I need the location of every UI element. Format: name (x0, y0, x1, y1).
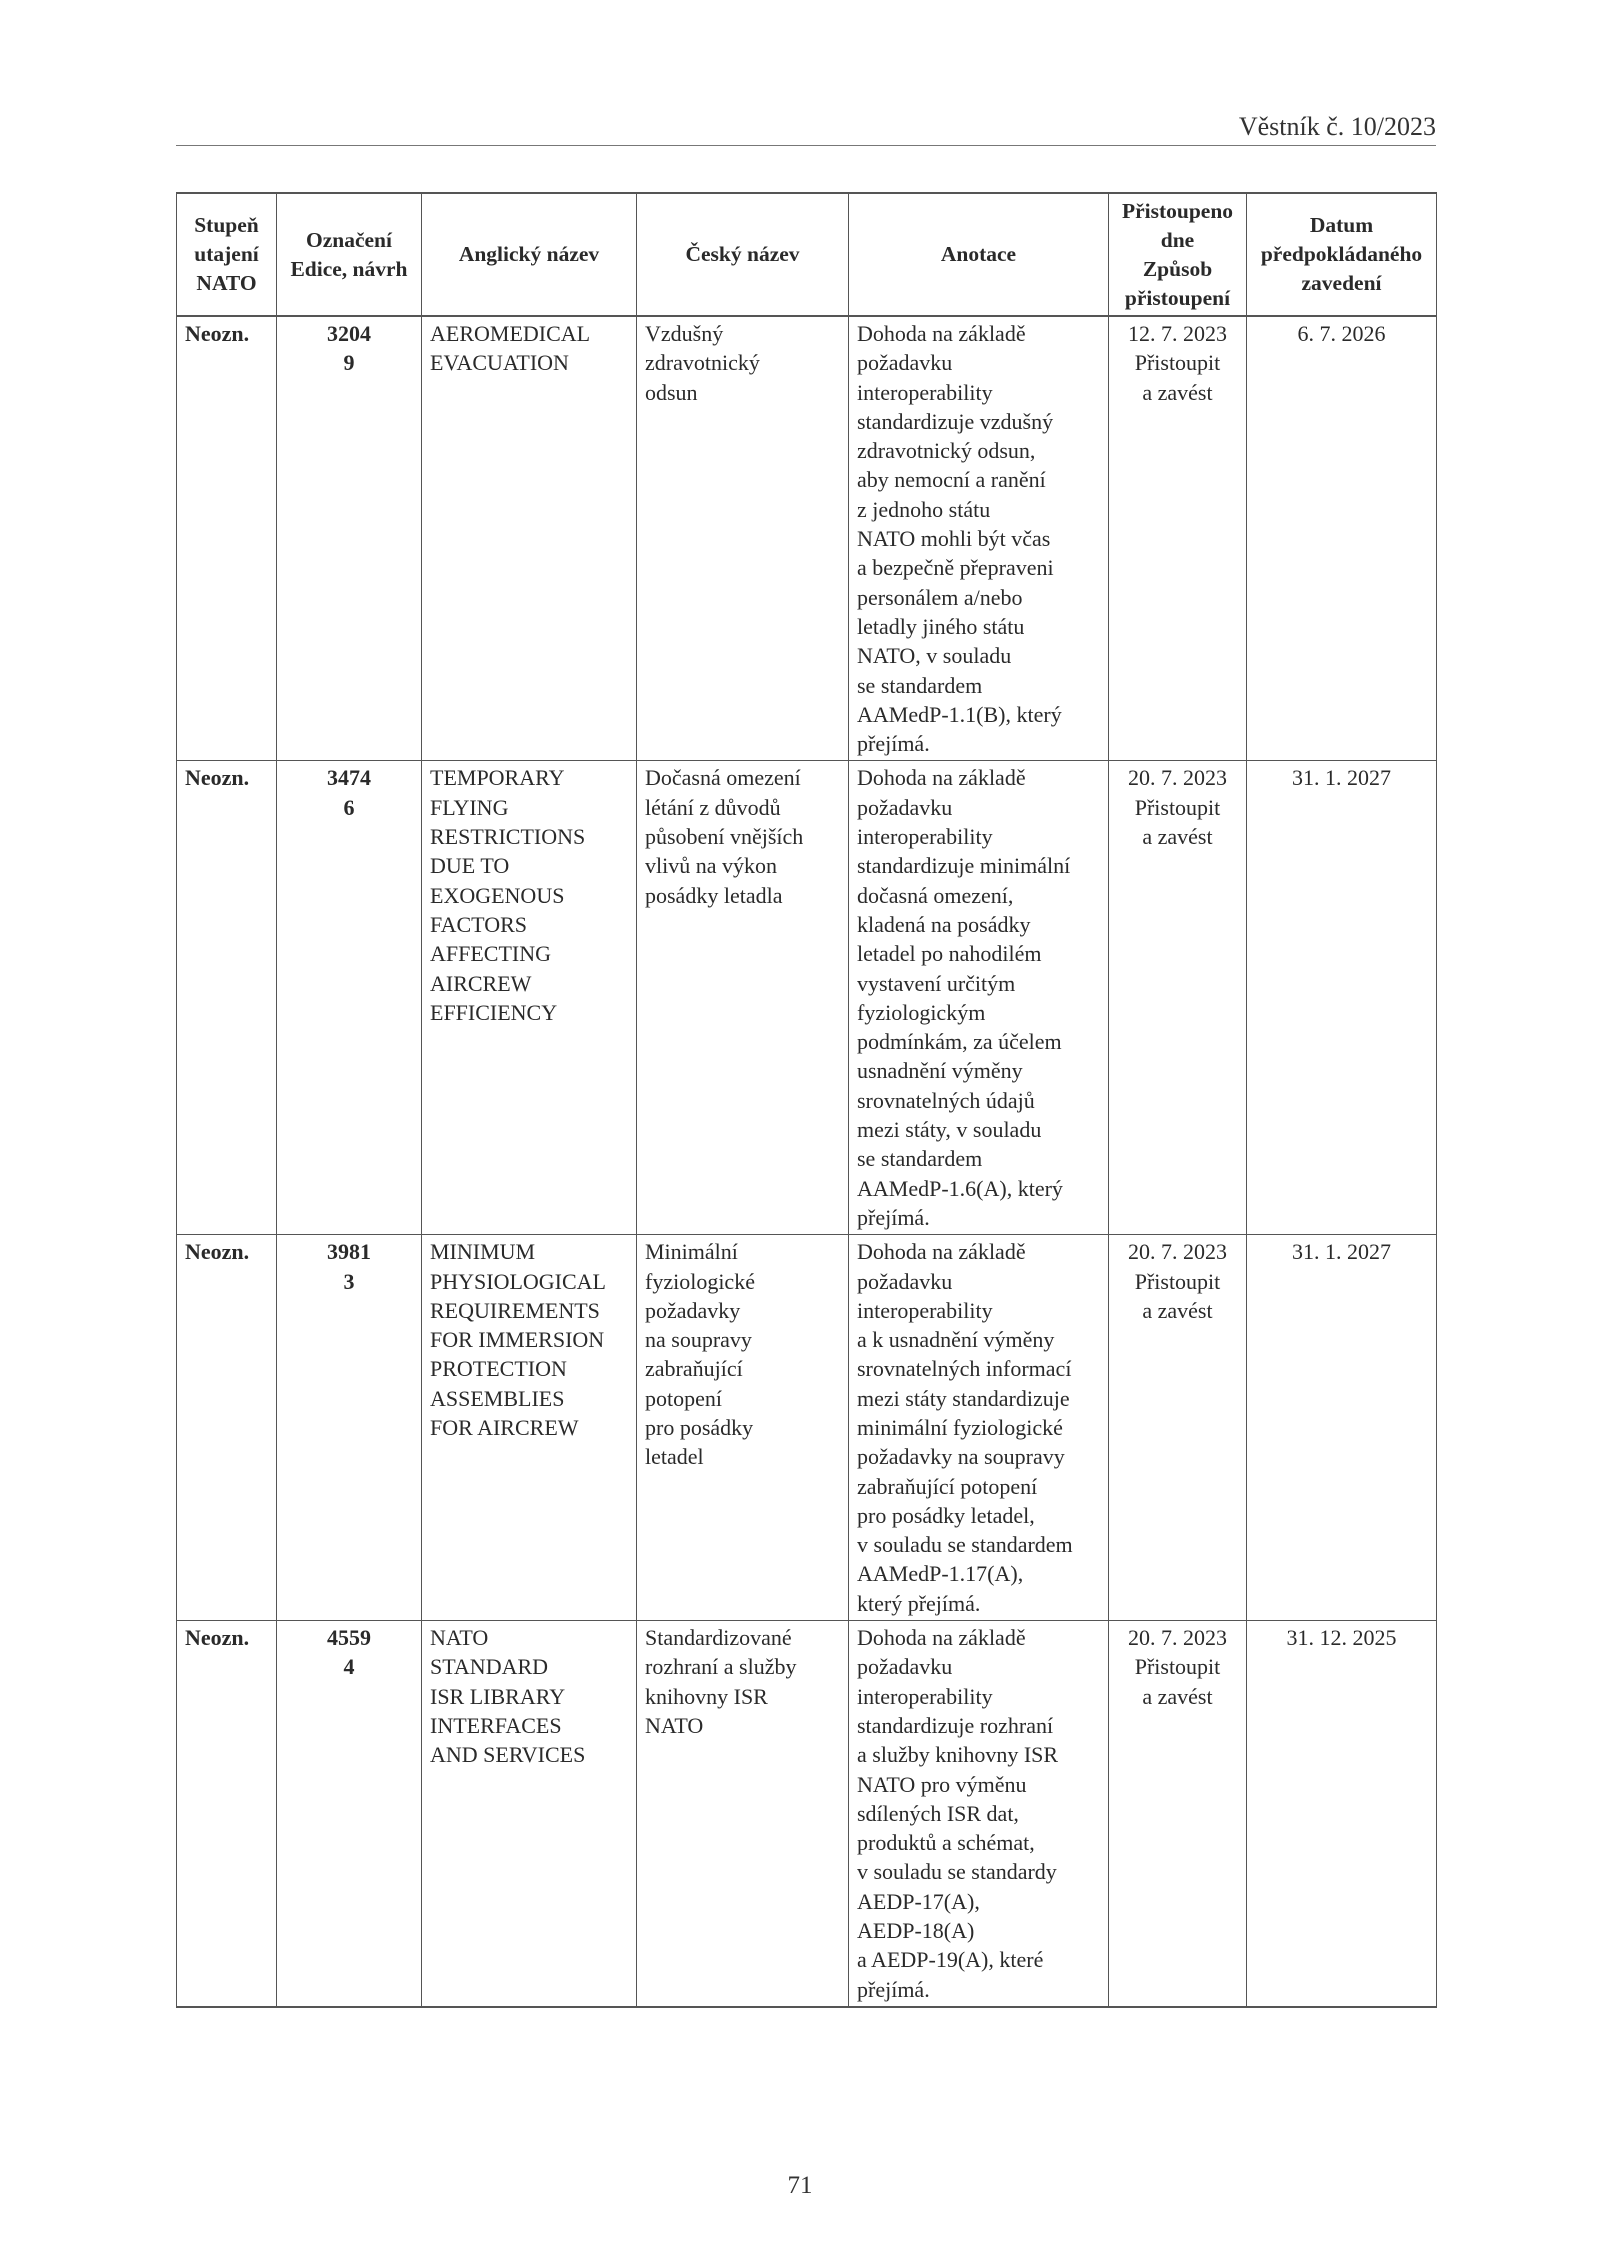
english-name-line: NATO (430, 1625, 489, 1651)
annotation-line: z jednoho státu (857, 496, 991, 522)
annotation-line: aby nemocní a ranění (857, 467, 1046, 493)
czech-name-line: letadel (645, 1444, 704, 1470)
annotation-line: letadel po nahodilém (857, 941, 1042, 967)
english-name-line: RESTRICTIONS (430, 824, 586, 850)
accession-date: 12. 7. 2023 (1128, 321, 1227, 346)
accession-method-line: a zavést (1142, 1683, 1213, 1709)
czech-name-line: požadavky (645, 1297, 741, 1323)
accession-date: 20. 7. 2023 (1128, 1625, 1227, 1651)
czech-name-line: létání z důvodů (645, 794, 781, 820)
annotation-line: požadavku (857, 794, 953, 820)
english-name-line: AFFECTING (430, 941, 552, 967)
page-header-title: Věstník č. 10/2023 (1238, 112, 1436, 141)
czech-name-line: Dočasná omezení (645, 765, 801, 791)
annotation-line: v souladu se standardy (857, 1859, 1057, 1885)
annotation-line: vystavení určitým (857, 970, 1016, 996)
annotation-line: požadavku (857, 1268, 953, 1294)
annotation-line: a AEDP-19(A), které (857, 1947, 1044, 1973)
accession-method-line: Přistoupit (1134, 1654, 1221, 1680)
annotation-line: personálem a/nebo (857, 584, 1023, 610)
table-row (177, 761, 1437, 1235)
implementation-date-cell: 6. 7. 2026 (1247, 316, 1437, 761)
edition-cell (277, 1235, 422, 1621)
english-name-cell (422, 1621, 637, 2007)
annotation-line: NATO mohli být včas (857, 526, 1051, 552)
czech-name-cell (637, 1621, 849, 2007)
annotation-line: se standardem (857, 1146, 983, 1172)
table-header-row (177, 193, 1437, 316)
czech-name-line: rozhraní a služby (645, 1654, 797, 1680)
english-name-line: EFFICIENCY (430, 999, 558, 1025)
czech-name-line: zabraňující (645, 1356, 743, 1382)
annotation-line: Dohoda na základě (857, 765, 1026, 791)
english-name-line: DUE TO (430, 853, 510, 879)
annotation-line: podmínkám, za účelem (857, 1029, 1062, 1055)
czech-name-line: potopení (645, 1385, 722, 1411)
annotation-line: a k usnadnění výměny (857, 1327, 1055, 1353)
czech-name-line: Standardizované (645, 1625, 792, 1651)
czech-name-line: zdravotnický (645, 350, 760, 376)
english-name-line: AIRCREW (430, 970, 532, 996)
accession-method-line: Přistoupit (1134, 794, 1221, 820)
annotation-line: kladená na posádky (857, 911, 1031, 937)
english-name-line: AEROMEDICAL (430, 321, 591, 346)
edition-number: 3 (343, 1268, 355, 1294)
implementation-date-cell: 31. 1. 2027 (1247, 1235, 1437, 1621)
standards-table (176, 192, 1437, 2008)
english-name-line: EXOGENOUS (430, 882, 565, 908)
annotation-line: standardizuje minimální (857, 853, 1071, 879)
annotation-line: interoperability (857, 824, 993, 850)
annotation-line: AAMedP-1.17(A), (857, 1561, 1024, 1587)
accession-cell (1109, 761, 1247, 1235)
table-row (177, 316, 1437, 761)
english-name-line: STANDARD (430, 1654, 549, 1680)
header-divider (176, 145, 1436, 146)
classification-cell: Neozn. (177, 1621, 277, 2007)
czech-name-line: fyziologické (645, 1268, 755, 1294)
annotation-line: v souladu se standardem (857, 1532, 1073, 1558)
annotation-line: AEDP-17(A), (857, 1888, 980, 1914)
english-name-cell (422, 316, 637, 761)
annotation-line: interoperability (857, 1683, 993, 1709)
annotation-line: požadavku (857, 350, 953, 376)
english-name-cell (422, 1235, 637, 1621)
czech-name-cell (637, 1235, 849, 1621)
annotation-line: standardizuje vzdušný (857, 408, 1054, 434)
classification-cell: Neozn. (177, 1235, 277, 1621)
stanag-number: 3981 (327, 1239, 371, 1265)
english-name-line: AND SERVICES (430, 1742, 586, 1768)
annotation-cell (849, 1235, 1109, 1621)
annotation-line: standardizuje rozhraní (857, 1712, 1054, 1738)
czech-name-line: působení vnějších (645, 824, 804, 850)
annotation-line: pro posádky letadel, (857, 1502, 1035, 1528)
implementation-date-cell: 31. 1. 2027 (1247, 761, 1437, 1235)
annotation-line: požadavku (857, 1654, 953, 1680)
czech-name-cell (637, 761, 849, 1235)
czech-name-line: odsun (645, 379, 698, 405)
col-header-implementation-date: Datum předpokládaného zavedení (1247, 193, 1437, 316)
stanag-number: 3474 (327, 765, 371, 791)
czech-name-line: knihovny ISR (645, 1683, 768, 1709)
table-row (177, 1621, 1437, 2007)
english-name-line: FOR AIRCREW (430, 1414, 579, 1440)
english-name-line: FOR IMMERSION (430, 1327, 605, 1353)
classification-cell: Neozn. (177, 761, 277, 1235)
english-name-line: FACTORS (430, 911, 528, 937)
annotation-line: interoperability (857, 1297, 993, 1323)
annotation-line: srovnatelných informací (857, 1356, 1072, 1382)
annotation-line: se standardem (857, 672, 983, 698)
annotation-line: letadly jiného státu (857, 613, 1025, 639)
implementation-date-cell: 31. 12. 2025 (1247, 1621, 1437, 2007)
annotation-line: NATO, v souladu (857, 643, 1012, 669)
edition-number: 9 (343, 350, 355, 376)
english-name-line: EVACUATION (430, 350, 569, 376)
accession-method-line: Přistoupit (1134, 350, 1221, 376)
annotation-line: přejímá. (857, 1976, 930, 2002)
annotation-cell (849, 1621, 1109, 2007)
annotation-line: přejímá. (857, 1204, 930, 1230)
annotation-line: zabraňující potopení (857, 1473, 1038, 1499)
english-name-line: ISR LIBRARY (430, 1683, 566, 1709)
edition-number: 6 (343, 794, 355, 820)
czech-name-line: NATO (645, 1712, 704, 1738)
classification-cell: Neozn. (177, 316, 277, 761)
annotation-line: Dohoda na základě (857, 321, 1026, 346)
col-header-czech-name: Český název (637, 193, 849, 316)
col-header-english-name: Anglický název (422, 193, 637, 316)
annotation-line: požadavky na soupravy (857, 1444, 1065, 1470)
annotation-line: AAMedP-1.6(A), který (857, 1175, 1063, 1201)
accession-date: 20. 7. 2023 (1128, 1239, 1227, 1265)
annotation-line: interoperability (857, 379, 993, 405)
annotation-line: sdílených ISR dat, (857, 1800, 1019, 1826)
annotation-line: mezi státy standardizuje (857, 1385, 1070, 1411)
accession-date: 20. 7. 2023 (1128, 765, 1227, 791)
czech-name-line: vlivů na výkon (645, 853, 777, 879)
annotation-cell (849, 761, 1109, 1235)
czech-name-line: Vzdušný (645, 321, 724, 346)
edition-cell (277, 316, 422, 761)
annotation-line: Dohoda na základě (857, 1625, 1026, 1651)
stanag-number: 3204 (327, 321, 371, 346)
english-name-cell (422, 761, 637, 1235)
english-name-line: REQUIREMENTS (430, 1297, 600, 1323)
english-name-line: TEMPORARY (430, 765, 565, 791)
annotation-line: který přejímá. (857, 1590, 981, 1616)
english-name-line: FLYING (430, 794, 509, 820)
col-header-accession: Přistoupeno dne Způsob přistoupení (1109, 193, 1247, 316)
english-name-line: MINIMUM (430, 1239, 536, 1265)
edition-cell (277, 761, 422, 1235)
annotation-line: dočasná omezení, (857, 882, 1014, 908)
accession-method-line: a zavést (1142, 1297, 1213, 1323)
accession-method-line: a zavést (1142, 824, 1213, 850)
annotation-line: NATO pro výměnu (857, 1771, 1027, 1797)
annotation-line: a služby knihovny ISR (857, 1742, 1059, 1768)
col-header-classification: Stupeň utajení NATO (177, 193, 277, 316)
accession-cell (1109, 1621, 1247, 2007)
annotation-line: Dohoda na základě (857, 1239, 1026, 1265)
annotation-line: minimální fyziologické (857, 1414, 1063, 1440)
czech-name-cell (637, 316, 849, 761)
col-header-annotation: Anotace (849, 193, 1109, 316)
annotation-line: AEDP-18(A) (857, 1918, 975, 1944)
annotation-line: fyziologickým (857, 999, 986, 1025)
annotation-line: přejímá. (857, 731, 930, 757)
czech-name-line: na soupravy (645, 1327, 752, 1353)
annotation-line: mezi státy, v souladu (857, 1117, 1042, 1143)
table-row (177, 1235, 1437, 1621)
czech-name-line: Minimální (645, 1239, 738, 1265)
accession-cell (1109, 1235, 1247, 1621)
annotation-line: usnadnění výměny (857, 1058, 1023, 1084)
english-name-line: INTERFACES (430, 1712, 562, 1738)
page-number: 71 (787, 2172, 813, 2199)
czech-name-line: pro posádky (645, 1414, 754, 1440)
annotation-cell (849, 316, 1109, 761)
annotation-line: srovnatelných údajů (857, 1087, 1035, 1113)
english-name-line: ASSEMBLIES (430, 1385, 565, 1411)
edition-number: 4 (343, 1654, 355, 1680)
accession-cell (1109, 316, 1247, 761)
accession-method-line: Přistoupit (1134, 1268, 1221, 1294)
english-name-line: PHYSIOLOGICAL (430, 1268, 606, 1294)
annotation-line: a bezpečně přepraveni (857, 555, 1054, 581)
accession-method-line: a zavést (1142, 379, 1213, 405)
annotation-line: produktů a schémat, (857, 1830, 1035, 1856)
annotation-line: AAMedP-1.1(B), který (857, 701, 1062, 727)
english-name-line: PROTECTION (430, 1356, 567, 1382)
czech-name-line: posádky letadla (645, 882, 783, 908)
stanag-number: 4559 (327, 1625, 371, 1651)
annotation-line: zdravotnický odsun, (857, 438, 1036, 464)
col-header-edition: Označení Edice, návrh (277, 193, 422, 316)
edition-cell (277, 1621, 422, 2007)
